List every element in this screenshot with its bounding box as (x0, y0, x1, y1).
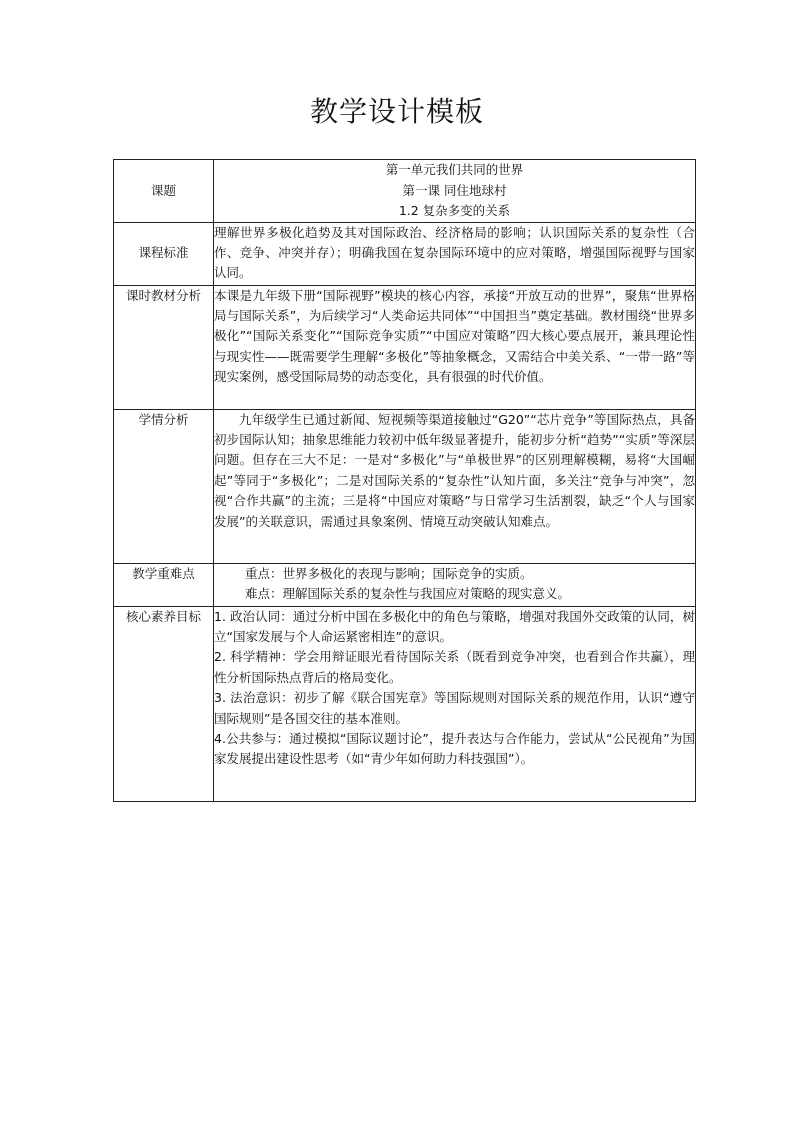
lesson-plan-table (113, 159, 696, 802)
label-topic: 课题 (114, 160, 214, 223)
table-row-topic (114, 160, 696, 223)
label-standard: 课程标准 (114, 222, 214, 285)
content-keypoints (214, 563, 696, 606)
content-standard: 理解世界多极化趋势及其对国际政治、经济格局的影响；认识国际关系的复杂性（合作、竞争、冲突并存）；明确我国在复杂国际环境中的应对策略，增强国际视野与国家认同。 (214, 222, 696, 285)
goal-science: 2. 科学精神：学会用辩证眼光看待国际关系（既看到竞争冲突，也看到合作共赢），理性分析国际热点背后的格局变化。 (214, 649, 695, 685)
table-row-keypoints (114, 563, 696, 606)
label-material: 课时教材分析 (114, 285, 214, 409)
content-students (214, 409, 696, 563)
keypoint-focus: 重点：世界多极化的表现与影响；国际竞争的实质。 (245, 565, 533, 581)
label-students: 学情分析 (114, 409, 214, 563)
keypoint-difficulty: 难点：理解国际关系的复杂性与我国应对策略的现实意义。 (245, 585, 571, 601)
topic-section: 1.2 复杂多变的关系 (398, 203, 511, 218)
goal-public: 4.公共参与：通过模拟“国际议题讨论”，提升表达与合作能力，尝试从“公民视角”为国家发展提出建设性思考（如“青少年如何助力科技强国”）。 (214, 730, 695, 767)
content-literacy (214, 606, 696, 801)
table-row-literacy (114, 606, 696, 801)
goal-law: 3. 法治意识：初步了解《联合国宪章》等国际规则对国际关系的规范作用，认识“遵守国际规则”是各国交往的基本准则。 (214, 690, 695, 726)
table-row-standard (114, 222, 696, 285)
content-material: 本课是九年级下册“国际视野”模块的核心内容，承接“开放互动的世界”，聚焦“世界格局与国际关系”，为后续学习“人类命运共同体”“中国担当”奠定基础。教材围绕“世界多极化”“国际关系变化”“国际竞争实质”“中国应对策略”四大核心要点展开，兼具理论性与现实性——既需要学生理解“多极化”等抽象概念，又需结合中美关系、“一带一路”等现实案例，感受国际局势的动态变化，具有很强的时代价值。 (214, 285, 696, 409)
table-row-material (114, 285, 696, 409)
topic-lesson: 第一课 同住地球村 (402, 182, 507, 198)
topic-unit: 第一单元我们共同的世界 (385, 162, 524, 177)
label-keypoints: 教学重难点 (114, 563, 214, 606)
label-literacy: 核心素养目标 (114, 606, 214, 801)
goal-political: 1. 政治认同：通过分析中国在多极化中的角色与策略，增强对我国外交政策的认同，树立“国家发展与个人命运紧密相连”的意识。 (214, 608, 695, 644)
document-title: 教学设计模板 (309, 95, 484, 128)
students-text: 九年级学生已通过新闻、短视频等渠道接触过“G20”“芯片竞争”等国际热点，具备初步国际认知；抽象思维能力较初中低年级显著提升，能初步分析“趋势”“实质”等深层问题。但存在三大不足：一是对“多极化”与“单极世界”的区别理解模糊，易将“大国崛起”等同于“多极化”；二是对国际关系的“复杂性”认知片面，多关注“竞争与冲突”，忽视“合作共赢”的主流；三是将“中国应对策略”与日常学习生活割裂，缺乏“个人与国家发展”的关联意识，需通过具象案例、情境互动突破认知难点。 (214, 411, 695, 529)
table-row-students (114, 409, 696, 563)
content-topic (214, 160, 696, 223)
